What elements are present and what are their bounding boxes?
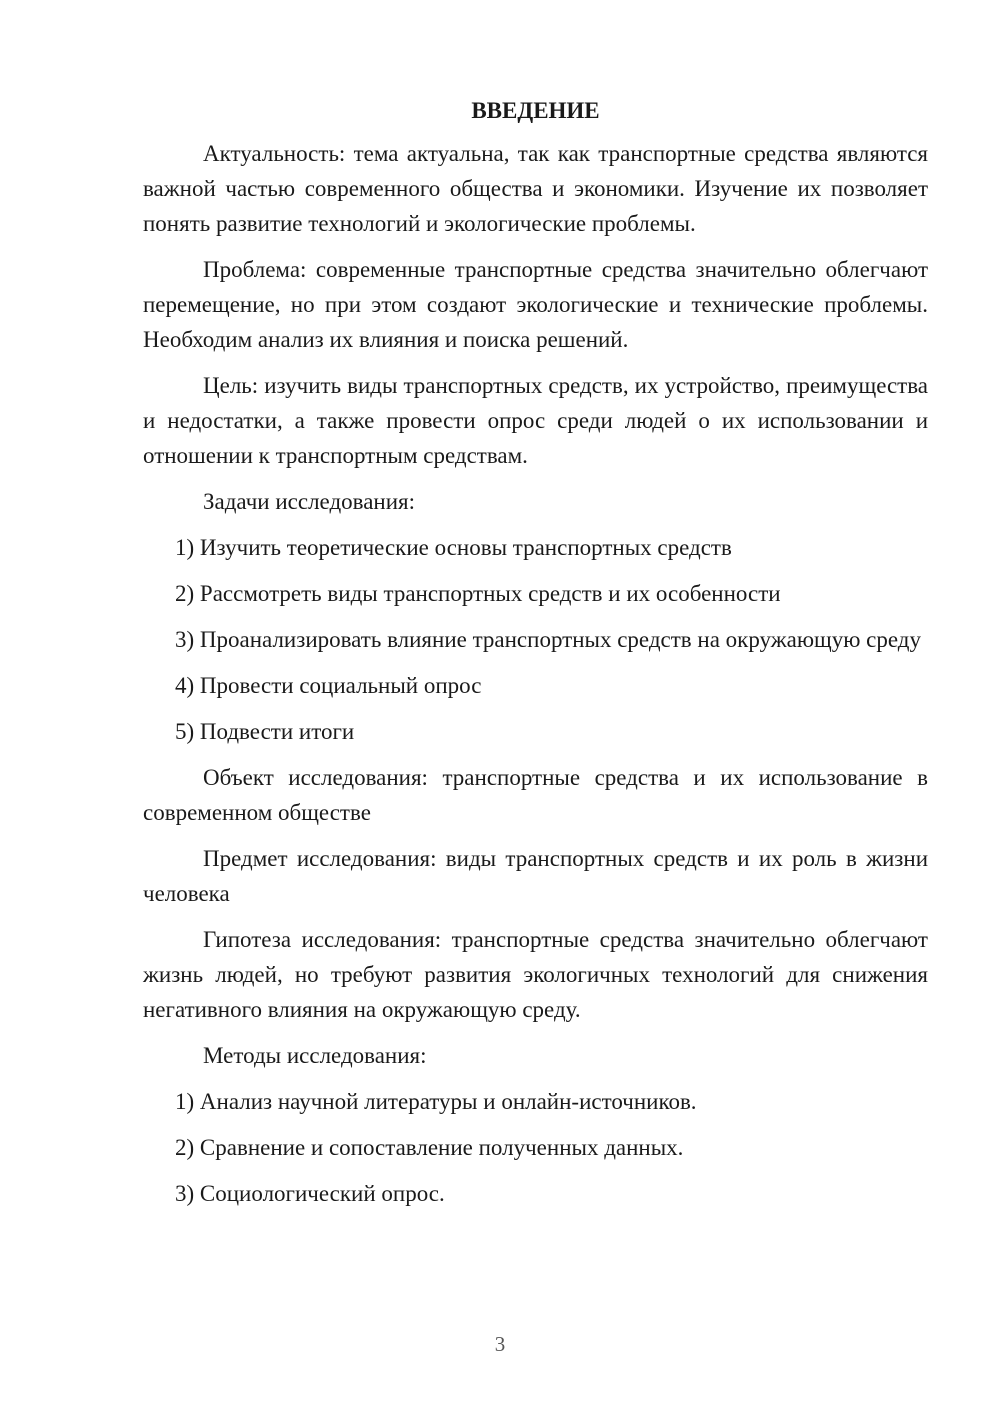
task-item: 4) Провести социальный опрос <box>175 673 482 698</box>
page-content <box>143 96 928 1222</box>
method-item: 2) Сравнение и сопоставление полученных данных. <box>175 1135 684 1160</box>
tasks-list <box>143 530 928 749</box>
tasks-heading: Задачи исследования: <box>203 489 416 514</box>
task-item: 2) Рассмотреть виды транспортных средств и их особенности <box>175 581 781 606</box>
hypothesis-paragraph: Гипотеза исследования: транспортные средства значительно облегчают жизнь людей, но требуют развития экологичных технологий для снижения негативного влияния на окружающую среду. <box>143 927 928 1022</box>
methods-heading: Методы исследования: <box>203 1043 427 1068</box>
relevance-paragraph: Актуальность: тема актуальна, так как транспортные средства являются важной частью современного общества и экономики. Изучение их позволяет понять развитие технологий и экологические проблемы. <box>143 141 928 236</box>
method-item: 3) Социологический опрос. <box>175 1181 445 1206</box>
subject-paragraph: Предмет исследования: виды транспортных средств и их роль в жизни человека <box>143 846 928 906</box>
method-item: 1) Анализ научной литературы и онлайн-источников. <box>175 1089 697 1114</box>
task-item: 1) Изучить теоретические основы транспортных средств <box>175 535 732 560</box>
object-paragraph: Объект исследования: транспортные средства и их использование в современном обществе <box>143 765 928 825</box>
page-number: 3 <box>494 1332 506 1356</box>
goal-paragraph: Цель: изучить виды транспортных средств, их устройство, преимущества и недостатки, а также провести опрос среди людей о их использовании и отношении к транспортным средствам. <box>143 373 928 468</box>
task-item: 5) Подвести итоги <box>175 719 355 744</box>
section-title: ВВЕДЕНИЕ <box>471 98 600 123</box>
task-item: 3) Проанализировать влияние транспортных средств на окружающую среду <box>175 627 921 652</box>
problem-paragraph: Проблема: современные транспортные средства значительно облегчают перемещение, но при этом создают экологические и технические проблемы. Необходим анализ их влияния и поиска решений. <box>143 257 928 352</box>
methods-list <box>143 1084 928 1211</box>
